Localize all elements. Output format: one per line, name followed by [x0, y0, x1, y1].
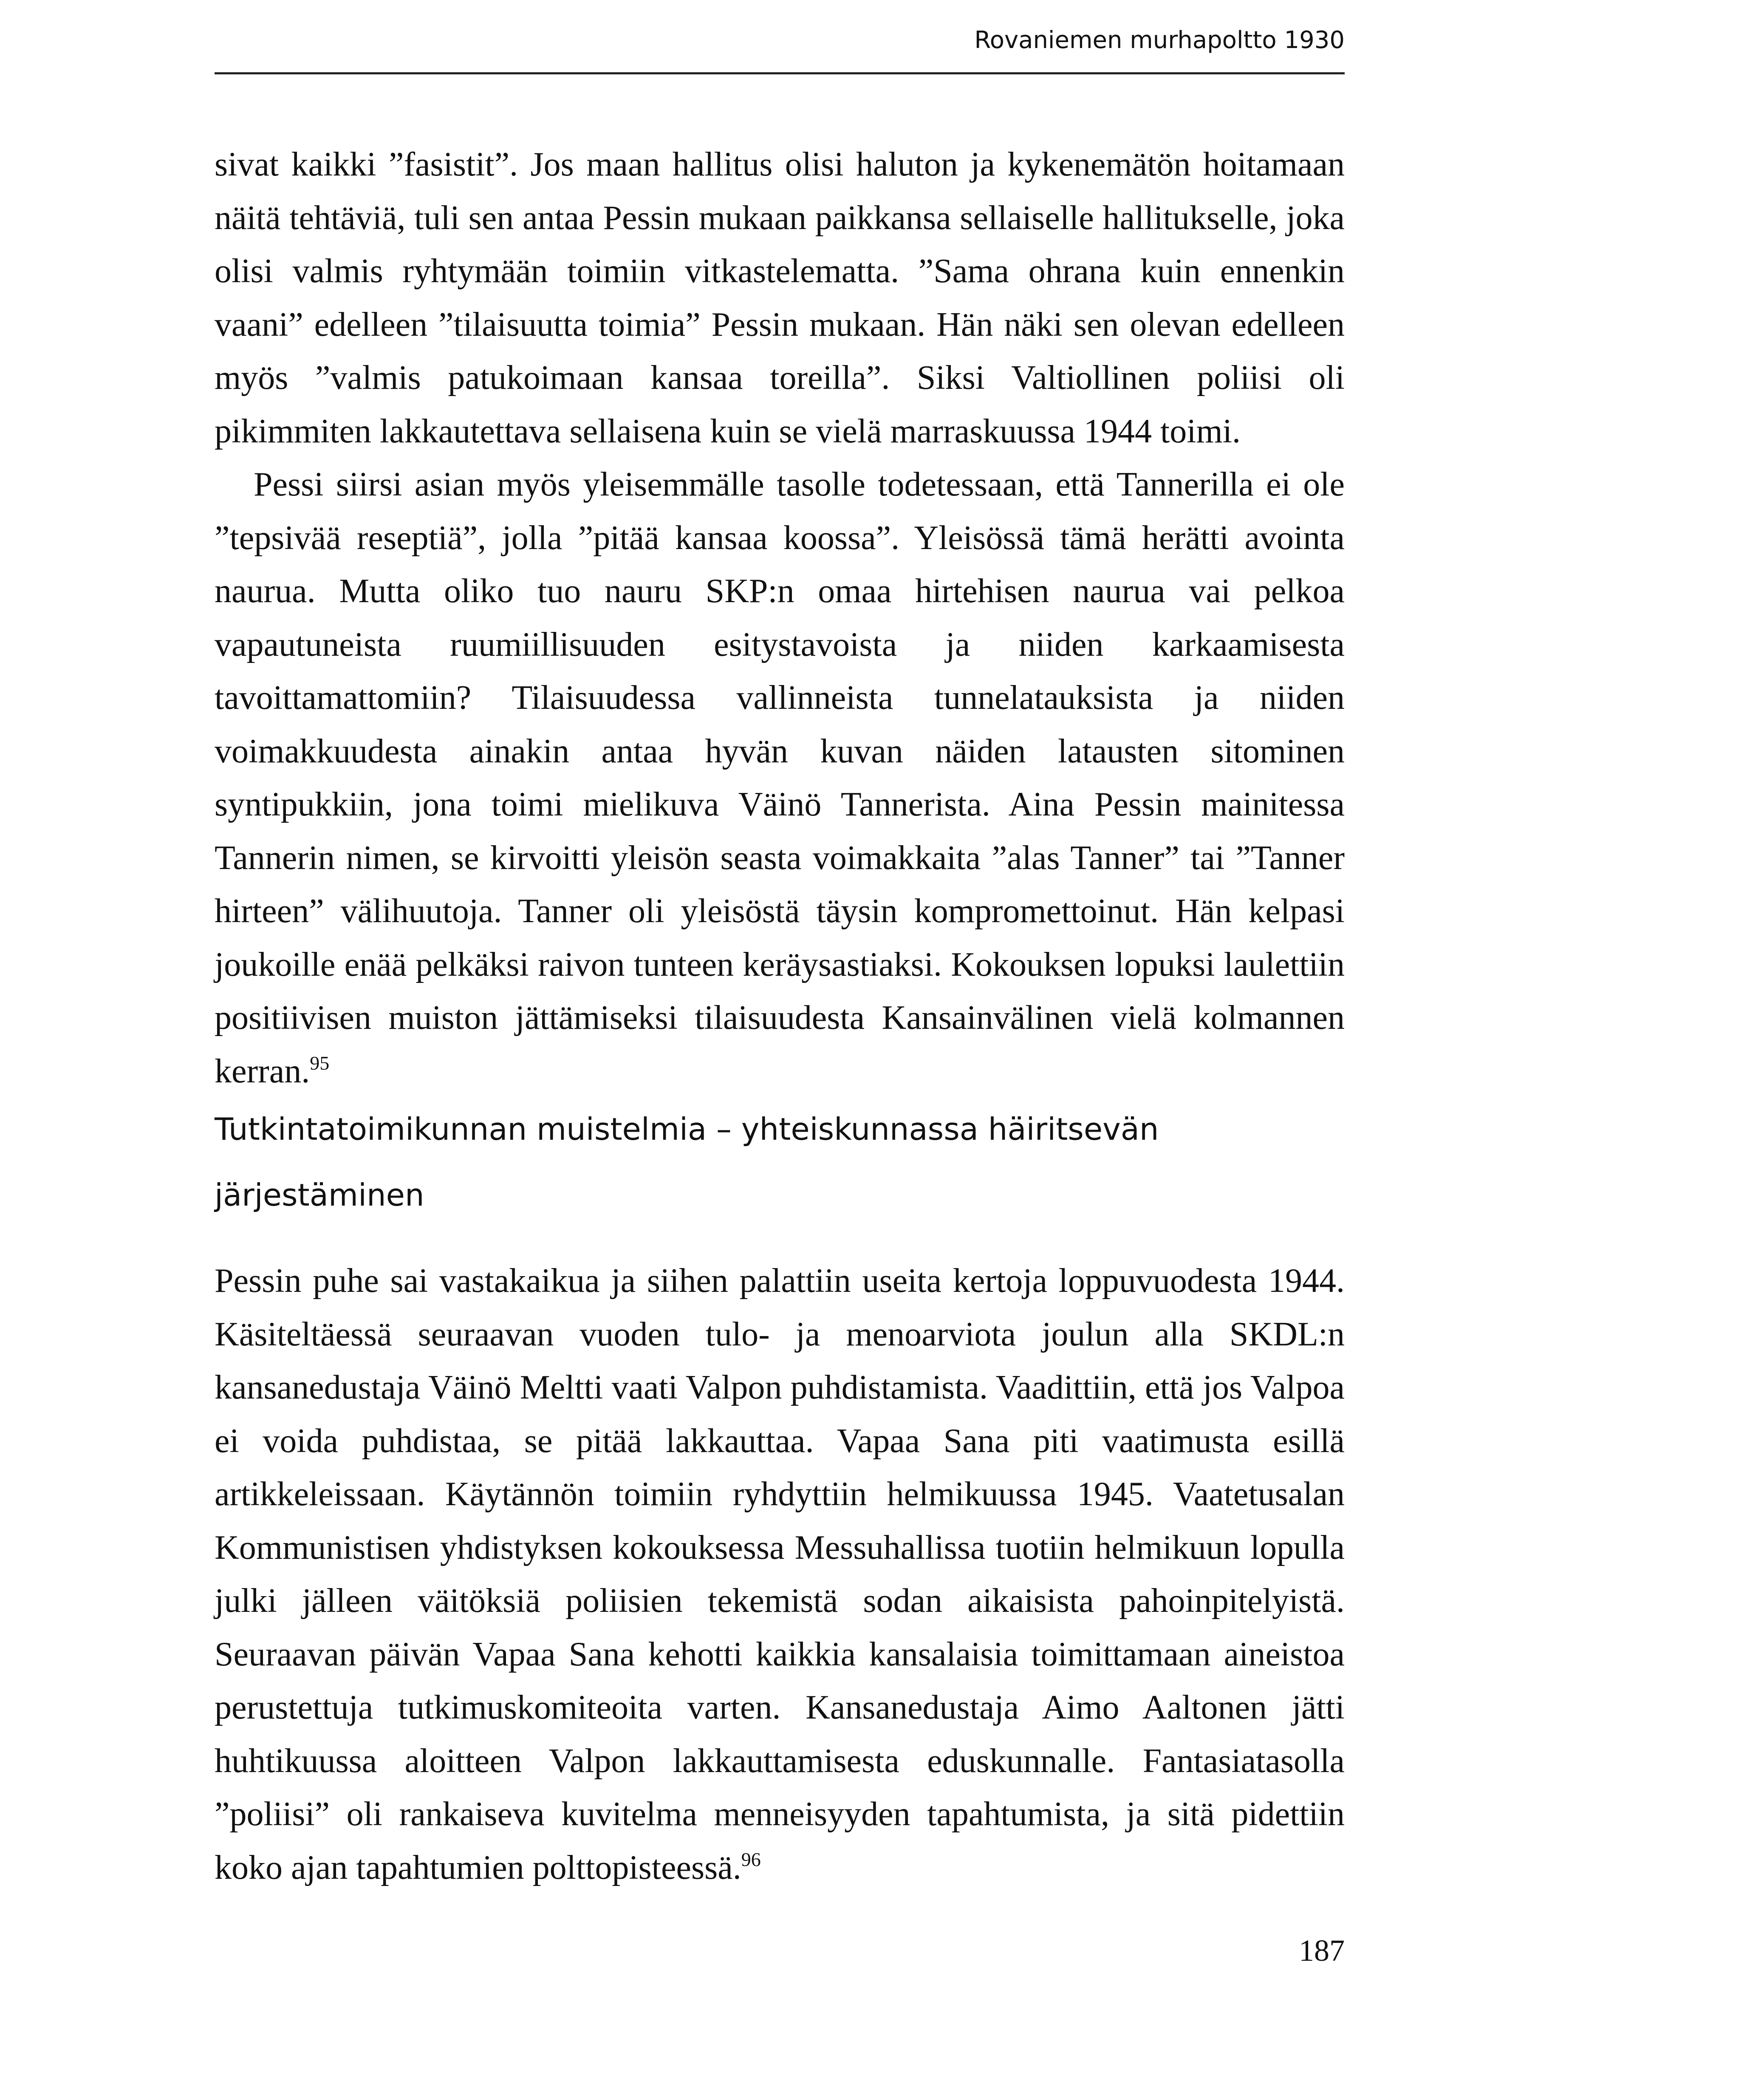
- footnote-marker: 96: [741, 1848, 761, 1870]
- paragraph-text: Pessin puhe sai vastakaikua ja siihen palattiin useita kertoja loppuvuodesta 1944. Käsiteltäessä seuraavan vuoden tulo- ja menoarviota joulun alla SKDL:n kansanedustaja Väinö Meltti vaati Valpon puhdistamista. Vaadittiin, että jos Valpoa ei voida puhdistaa, se pitää lakkauttaa. Vapaa Sana piti vaatimusta esillä artikkeleissaan. Käytännön toimiin ryhdyttiin helmikuussa 1945. Vaatetusalan Kommunistisen yhdistyksen kokouksessa Messuhallissa tuotiin helmikuun lopulla julki jälleen väitöksiä poliisien tekemistä sodan aikaisista pahoinpitelyistä. Seuraavan päivän Vapaa Sana kehotti kaikkia kansalaisia toimittamaan aineistoa perustettuja tutkimuskomiteoita varten. Kansanedustaja Aimo Aaltonen jätti huhtikuussa aloitteen Valpon lakkauttamisesta eduskunnalle. Fantasiatasolla ”poliisi” oli rankaiseva kuvitelma menneisyyden tapahtumista, ja sitä pidettiin koko ajan tapahtumien polttopisteessä.: [215, 1262, 1345, 1886]
- section-heading: [215, 1096, 1345, 1228]
- paragraph: [215, 458, 1345, 1098]
- page-number: 187: [1299, 1934, 1345, 1968]
- footnote-marker: 95: [310, 1052, 330, 1074]
- section-body-2: [215, 1254, 1345, 1894]
- page-header: [215, 23, 1345, 74]
- paragraph: [215, 138, 1345, 458]
- section-heading-line: Tutkintatoimikunnan muistelmia – yhteiskunnassa häiritsevän: [215, 1111, 1159, 1147]
- paragraph-text: Pessi siirsi asian myös yleisemmälle tasolle todetessaan, että Tannerilla ei ole ”tepsivää reseptiä”, jolla ”pitää kansaa koossa”. Yleisössä tämä herätti avointa naurua. Mutta oliko tuo nauru SKP:n omaa hirtehisen naurua vai pelkoa vapautuneista ruumiillisuuden esitystavoista ja niiden karkaamisesta tavoittamattomiin? Tilaisuudessa vallinneista tunnelatauksista ja niiden voimakkuudesta ainakin antaa hyvän kuvan näiden latausten sitominen syntipukkiin, jona toimi mielikuva Väinö Tannerista. Aina Pessin mainitessa Tannerin nimen, se kirvoitti yleisön seasta voimakkaita ”alas Tanner” tai ”Tanner hirteen” välihuutoja. Tanner oli yleisöstä täysin kompromettoinut. Hän kelpasi joukoille enää pelkäksi raivon tunteen keräysastiaksi. Kokouksen lopuksi laulettiin positiivisen muiston jättämiseksi tilaisuudesta Kansainvälinen vielä kolmannen kerran.: [215, 466, 1345, 1090]
- paragraph-text: sivat kaikki ”fasistit”. Jos maan hallitus olisi haluton ja kykenemätön hoitamaan näitä tehtäviä, tuli sen antaa Pessin mukaan paikkansa sellaiselle hallitukselle, joka olisi valmis ryhtymään toimiin vitkastelematta. ”Sama ohrana kuin ennenkin vaani” edelleen ”tilaisuutta toimia” Pessin mukaan. Hän näki sen olevan edelleen myös ”valmis patukoimaan kansaa toreilla”. Siksi Valtiollinen poliisi oli pikimmiten lakkautettava sellaisena kuin se vielä marraskuussa 1944 toimi.: [215, 146, 1345, 450]
- paragraph: [215, 1254, 1345, 1894]
- section-heading-line: järjestäminen: [215, 1177, 424, 1213]
- running-title: Rovaniemen murhapoltto 1930: [974, 26, 1345, 54]
- section-body-1: [215, 138, 1345, 1098]
